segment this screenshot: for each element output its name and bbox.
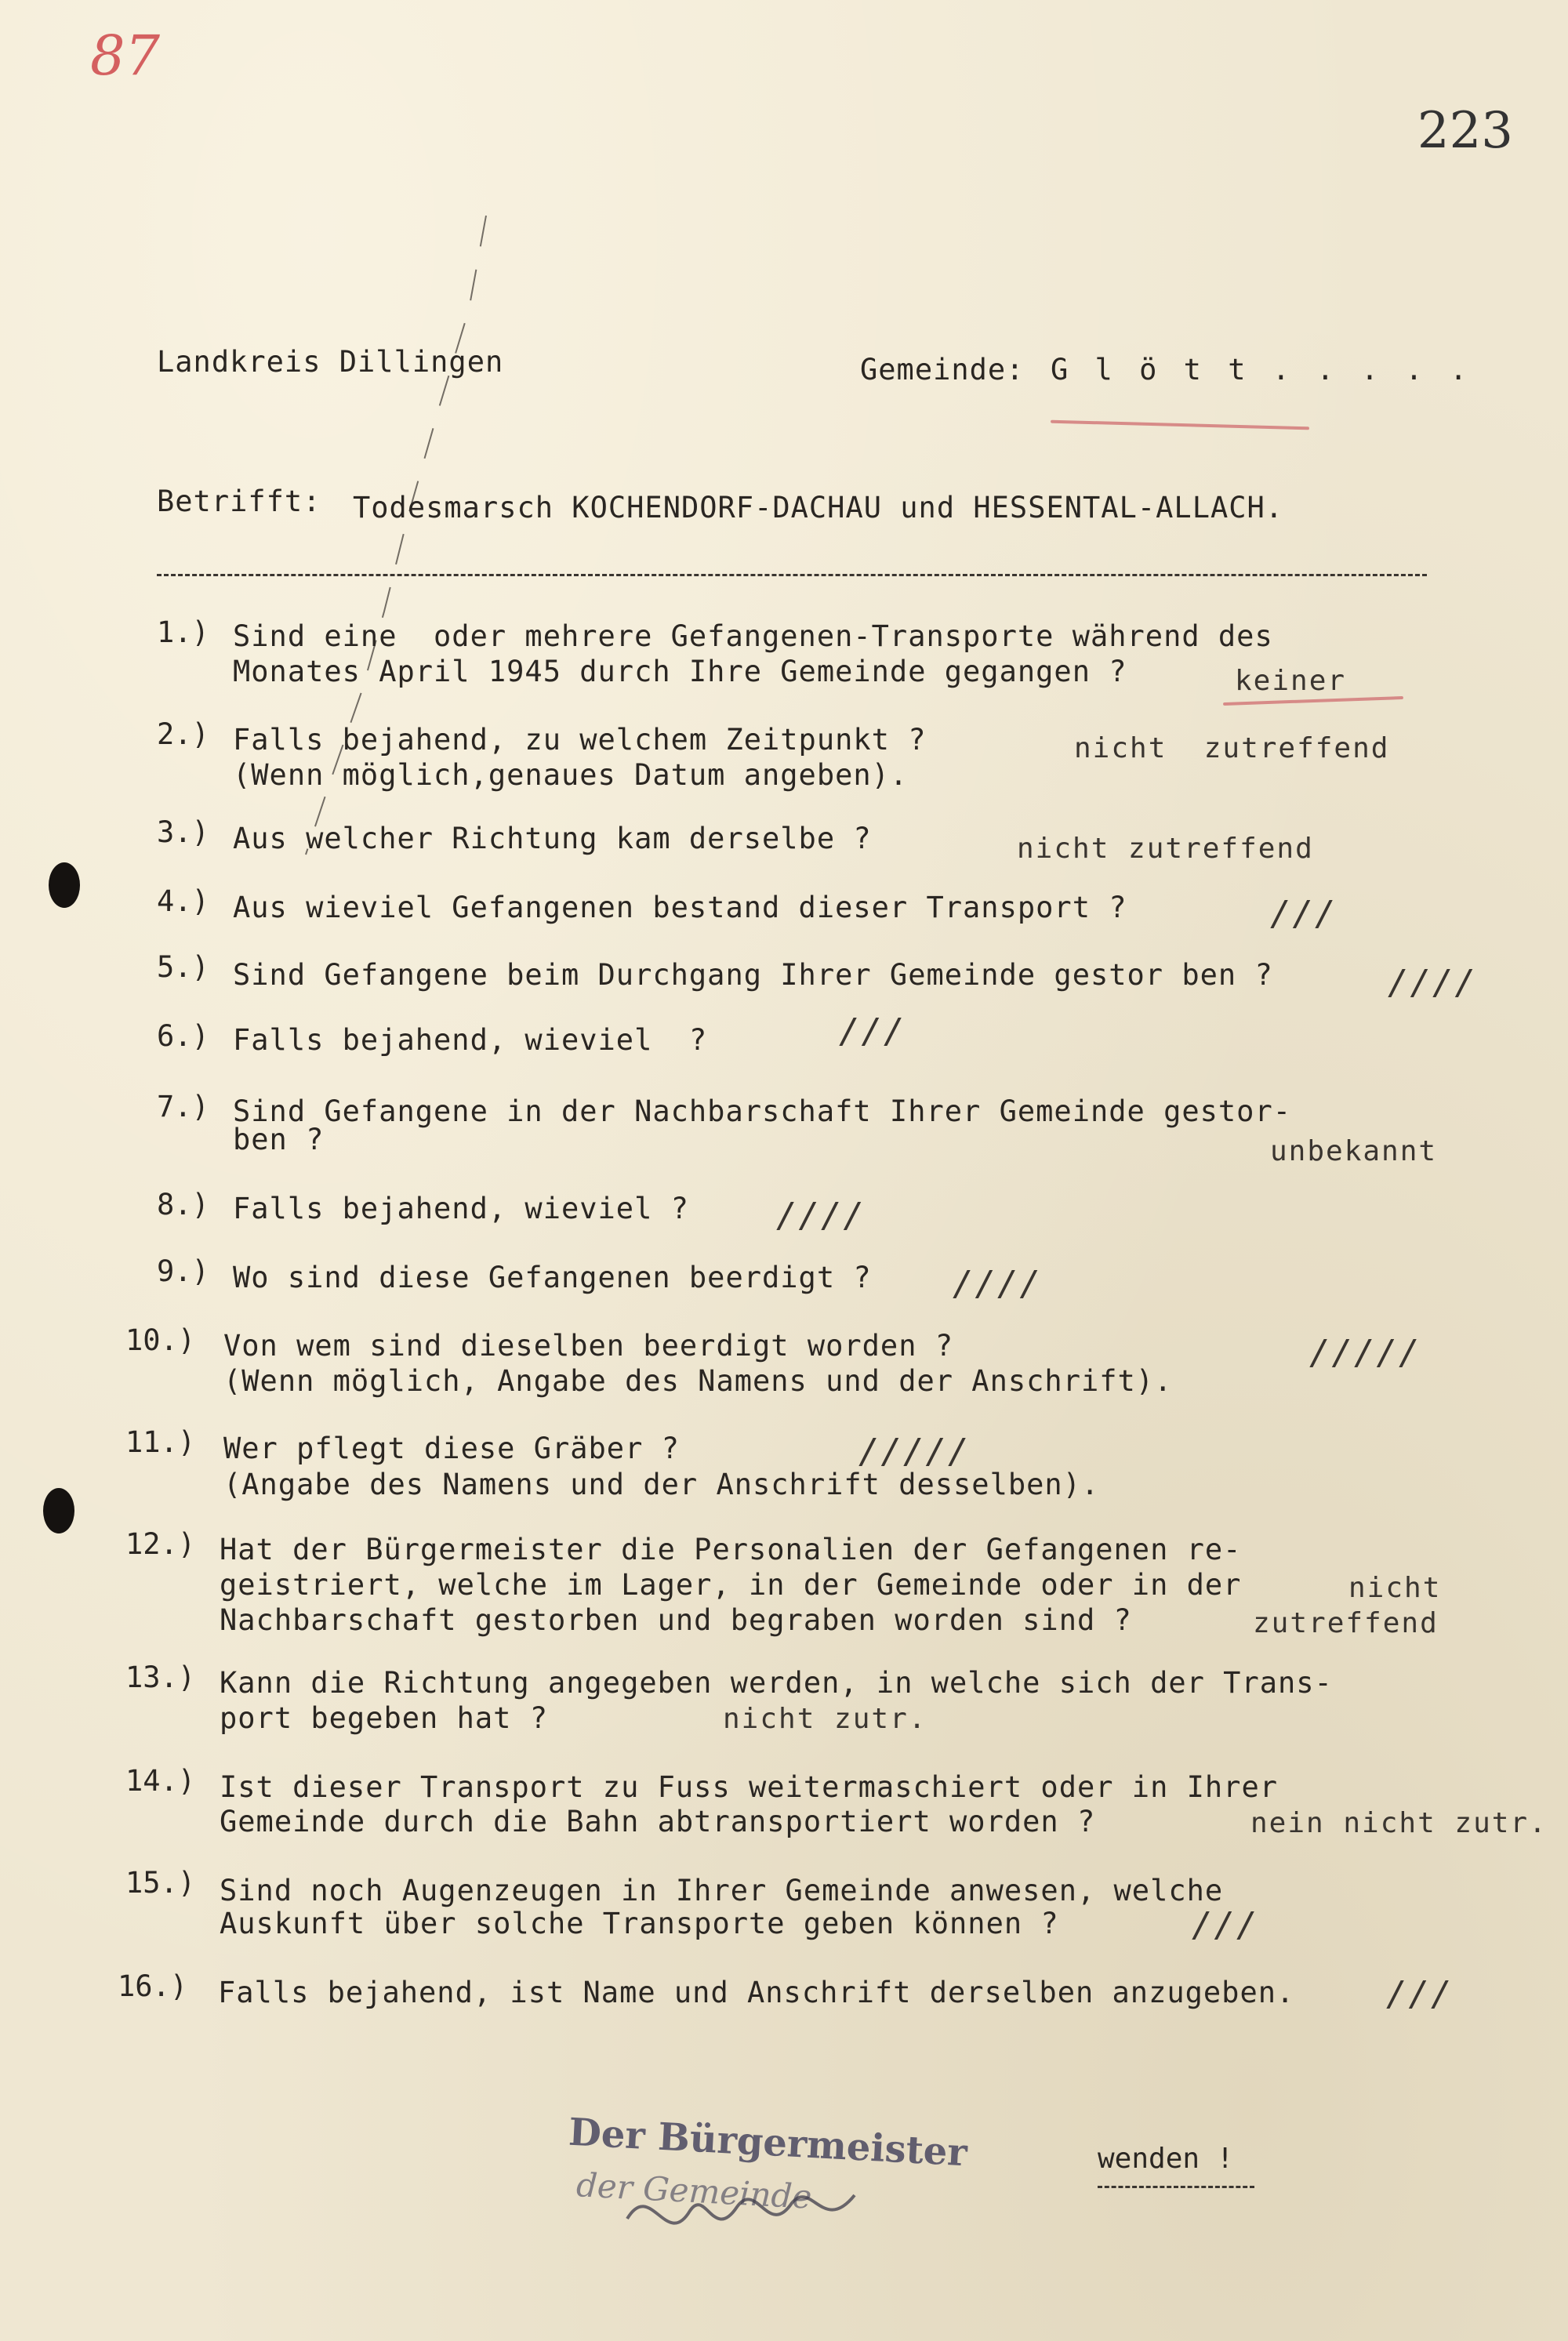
question-text: geistriert, welche im Lager, in der Gemeinde oder in der: [220, 1568, 1242, 1602]
question-number: 16.): [118, 1969, 188, 2003]
question-text: Von wem sind dieselben beerdigt worden ?: [223, 1329, 954, 1363]
district-label: Landkreis Dillingen: [157, 345, 504, 379]
question-text: Monates April 1945 durch Ihre Gemeinde gegangen ?: [233, 655, 1127, 688]
question-text: Sind noch Augenzeugen in Ihrer Gemeinde anwesen, welche: [220, 1874, 1224, 1907]
question-number: 10.): [125, 1323, 196, 1357]
question-number: 5.): [157, 950, 209, 984]
margin-mark: 87: [90, 24, 161, 88]
question-text: Hat der Bürgermeister die Personalien der Gefangenen re-: [220, 1533, 1242, 1566]
question-text: ben ?: [233, 1123, 325, 1156]
answer-text: ////: [776, 1196, 866, 1236]
question-text: Auskunft über solche Transporte geben können ?: [220, 1907, 1059, 1940]
answer-text: nicht zutr.: [723, 1703, 927, 1735]
question-text: Falls bejahend, ist Name und Anschrift derselben anzugeben.: [218, 1976, 1295, 2009]
question-text: Falls bejahend, zu welchem Zeitpunkt ?: [233, 723, 927, 757]
municipality-value: G l ö t t . . . . .: [1051, 353, 1472, 387]
question-text: Kann die Richtung angegeben werden, in welche sich der Trans-: [220, 1666, 1333, 1700]
question-text: Wo sind diese Gefangenen beerdigt ?: [233, 1261, 872, 1294]
question-text: Aus welcher Richtung kam derselbe ?: [233, 822, 872, 855]
answer-text: zutreffend: [1253, 1607, 1439, 1639]
answer-text: ///: [1386, 1974, 1454, 2014]
answer-text: ///: [839, 1011, 906, 1051]
answer-text: nein nicht zutr.: [1250, 1807, 1548, 1839]
subject-text: Todesmarsch KOCHENDORF-DACHAU und HESSENTAL-ALLACH.: [353, 491, 1284, 524]
answer-text: ////: [953, 1264, 1042, 1304]
question-text: Aus wieviel Gefangenen bestand dieser Transport ?: [233, 891, 1127, 924]
question-text: Falls bejahend, wieviel ?: [233, 1192, 689, 1225]
question-number: 8.): [157, 1188, 209, 1221]
question-number: 9.): [157, 1254, 209, 1288]
mayor-stamp-municipality: der Gemeinde: [575, 2165, 813, 2216]
turn-note-underline: [1098, 2186, 1254, 2188]
answer-text: nicht: [1348, 1572, 1442, 1604]
question-number: 3.): [157, 815, 209, 849]
answer-text: nicht zutreffend: [1074, 732, 1390, 764]
question-number: 4.): [157, 884, 209, 918]
subject-label: Betrifft:: [157, 485, 321, 518]
answer-text: ////: [1388, 963, 1477, 1003]
question-text: Sind Gefangene beim Durchgang Ihrer Gemeinde gestor ben ?: [233, 958, 1273, 992]
answer-text: ///: [1270, 894, 1338, 934]
answer-text: /////: [1309, 1333, 1421, 1373]
question-text: port begeben hat ?: [220, 1701, 548, 1735]
question-text: (Wenn möglich, Angabe des Namens und der Anschrift).: [223, 1364, 1173, 1398]
question-text: Falls bejahend, wieviel ?: [233, 1023, 708, 1057]
answer-text: /////: [858, 1432, 971, 1472]
answer-text: unbekannt: [1270, 1135, 1438, 1167]
question-number: 1.): [157, 615, 209, 649]
question-text: (Angabe des Namens und der Anschrift desselben).: [223, 1468, 1100, 1501]
question-number: 11.): [125, 1425, 196, 1459]
page-number: 223: [1417, 102, 1513, 160]
answer-text: nicht zutreffend: [1017, 833, 1314, 865]
question-number: 14.): [125, 1764, 196, 1798]
separator-rule: [157, 574, 1427, 576]
mayor-stamp: Der Bürgermeister: [567, 2110, 969, 2176]
question-text: (Wenn möglich,genaues Datum angeben).: [233, 758, 909, 792]
question-number: 15.): [125, 1866, 196, 1900]
question-text: Nachbarschaft gestorben und begraben worden sind ?: [220, 1603, 1132, 1637]
question-text: Gemeinde durch die Bahn abtransportiert worden ?: [220, 1805, 1096, 1838]
signature: [619, 2164, 870, 2266]
answer-text: keiner: [1235, 665, 1347, 697]
turn-page-note: wenden !: [1098, 2143, 1234, 2175]
question-number: 12.): [125, 1527, 196, 1561]
question-text: Sind eine oder mehrere Gefangenen-Transporte während des: [233, 619, 1273, 653]
question-number: 6.): [157, 1019, 209, 1053]
question-text: Ist dieser Transport zu Fuss weitermaschiert oder in Ihrer: [220, 1770, 1279, 1804]
municipality-label: Gemeinde:: [860, 353, 1025, 387]
question-number: 7.): [157, 1090, 209, 1123]
question-number: 13.): [125, 1660, 196, 1694]
question-text: Sind Gefangene in der Nachbarschaft Ihrer Gemeinde gestor-: [233, 1094, 1292, 1128]
question-text: Wer pflegt diese Gräber ?: [223, 1432, 680, 1465]
answer-text: ///: [1192, 1905, 1259, 1945]
question-number: 2.): [157, 717, 209, 751]
